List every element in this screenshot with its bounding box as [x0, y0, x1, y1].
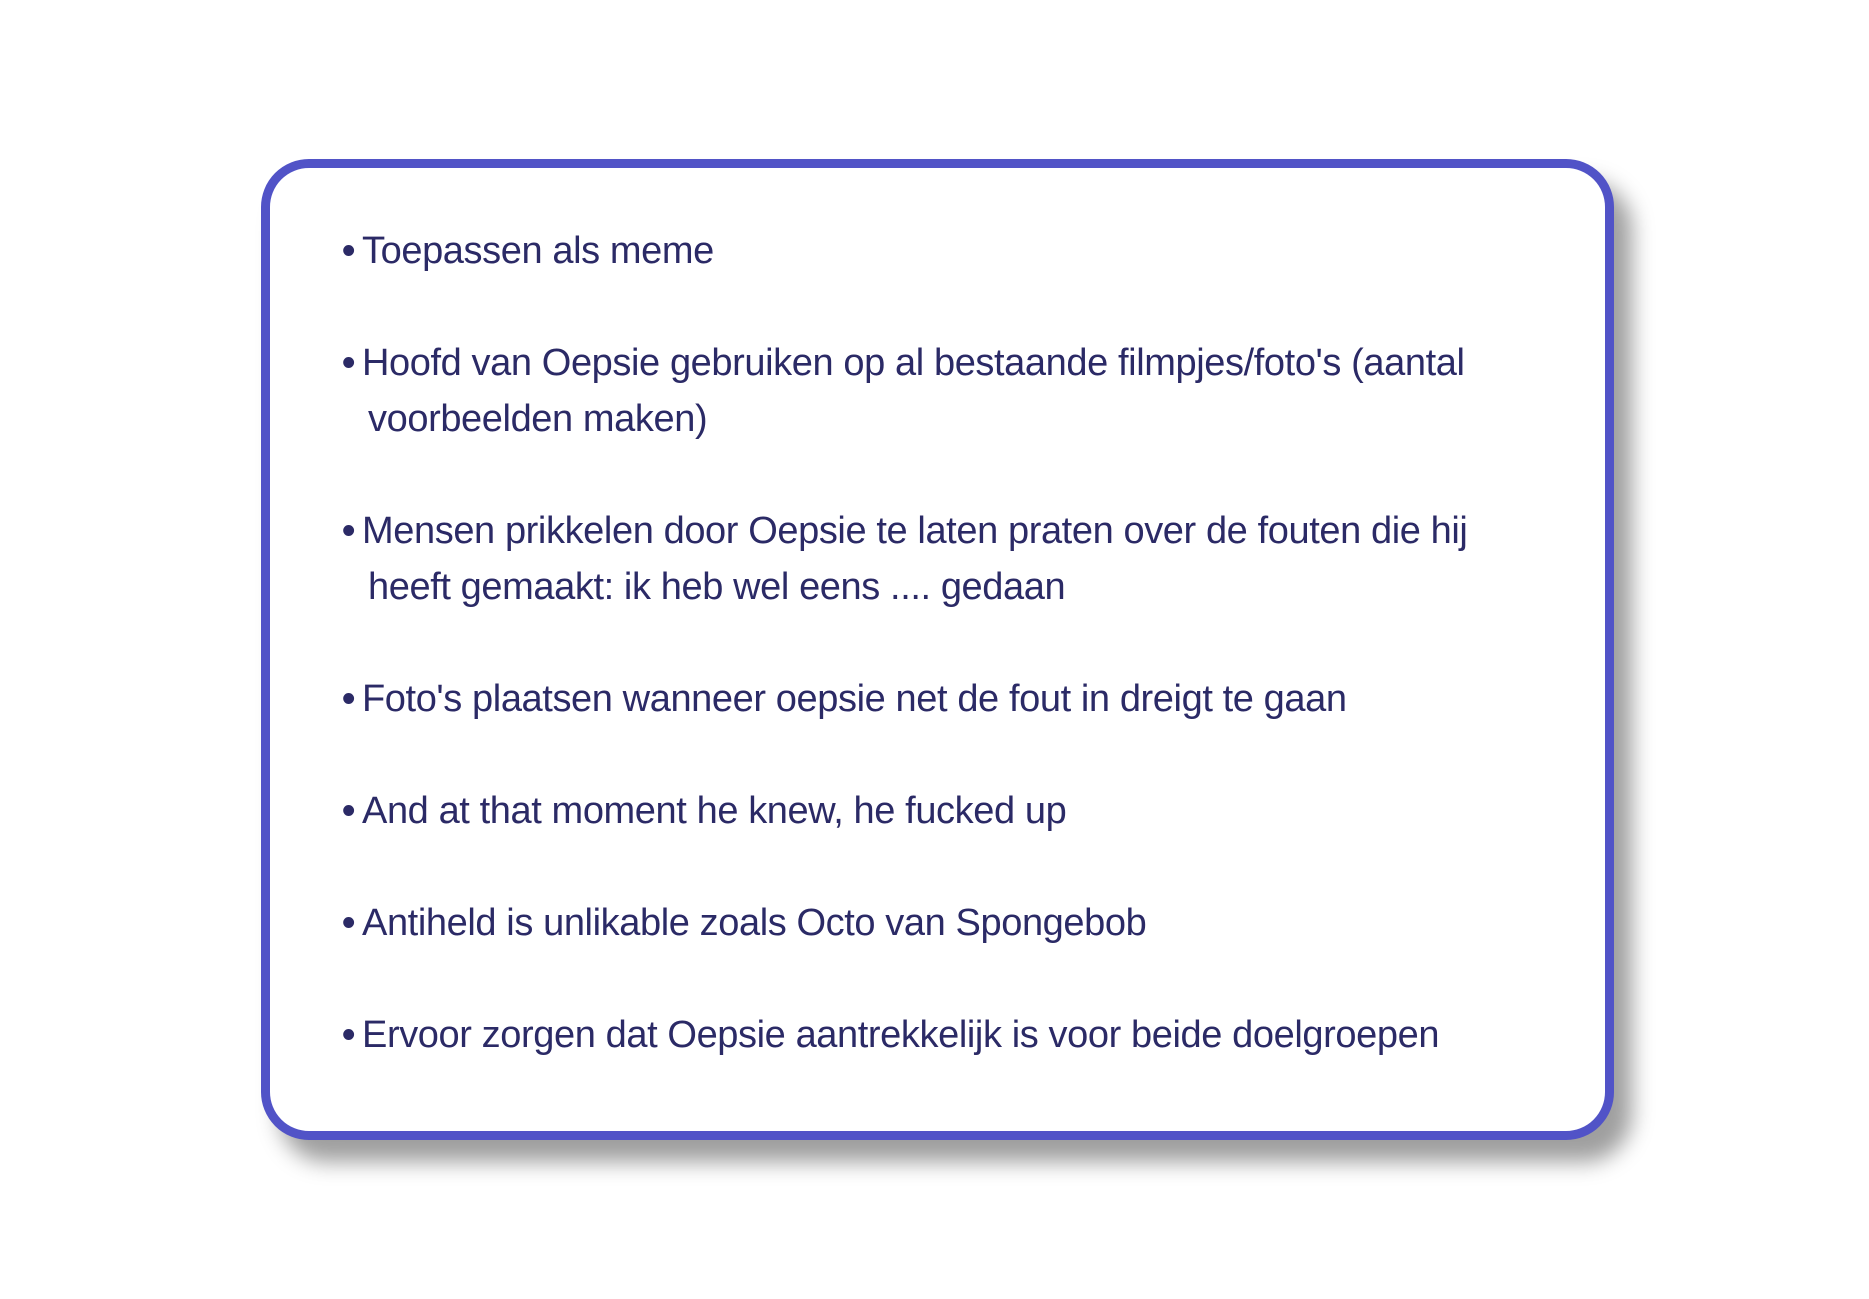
bullet-icon: •	[342, 510, 355, 552]
bullet-icon: •	[342, 902, 355, 944]
list-item	[342, 223, 1572, 279]
bullet-icon: •	[342, 230, 355, 272]
list-item	[342, 783, 1572, 839]
list-item-text	[362, 223, 1572, 279]
list-item-line: And at that moment he knew, he fucked up	[362, 790, 1067, 832]
list-item-line: Foto's plaatsen wanneer oepsie net de fout in dreigt te gaan	[362, 678, 1347, 720]
list-item-text	[362, 895, 1572, 951]
list-item-text	[362, 671, 1572, 727]
list-item-text	[362, 1007, 1572, 1063]
list-item-line: Mensen prikkelen door Oepsie te laten praten over de fouten die hij	[362, 510, 1468, 552]
idea-card	[261, 159, 1614, 1140]
list-item	[342, 335, 1572, 447]
list-item	[342, 1007, 1572, 1063]
list-item-line: Hoofd van Oepsie gebruiken op al bestaande filmpjes/foto's (aantal	[362, 342, 1465, 384]
bullet-icon: •	[342, 678, 355, 720]
bullet-icon: •	[342, 342, 355, 384]
bullet-icon: •	[342, 1014, 355, 1056]
list-item-text	[362, 503, 1572, 615]
list-item-line: Antiheld is unlikable zoals Octo van Spongebob	[362, 902, 1147, 944]
list-item-text	[362, 335, 1572, 447]
list-item-line: Ervoor zorgen dat Oepsie aantrekkelijk is voor beide doelgroepen	[362, 1014, 1440, 1056]
list-item	[342, 895, 1572, 951]
list-item-text	[362, 783, 1572, 839]
bullet-icon: •	[342, 790, 355, 832]
list-item-line: heeft gemaakt: ik heb wel eens .... gedaan	[368, 566, 1066, 608]
list-item-line: Toepassen als meme	[362, 230, 714, 272]
idea-list	[342, 223, 1572, 1063]
list-item-line: voorbeelden maken)	[368, 398, 708, 440]
list-item	[342, 503, 1572, 615]
list-item	[342, 671, 1572, 727]
